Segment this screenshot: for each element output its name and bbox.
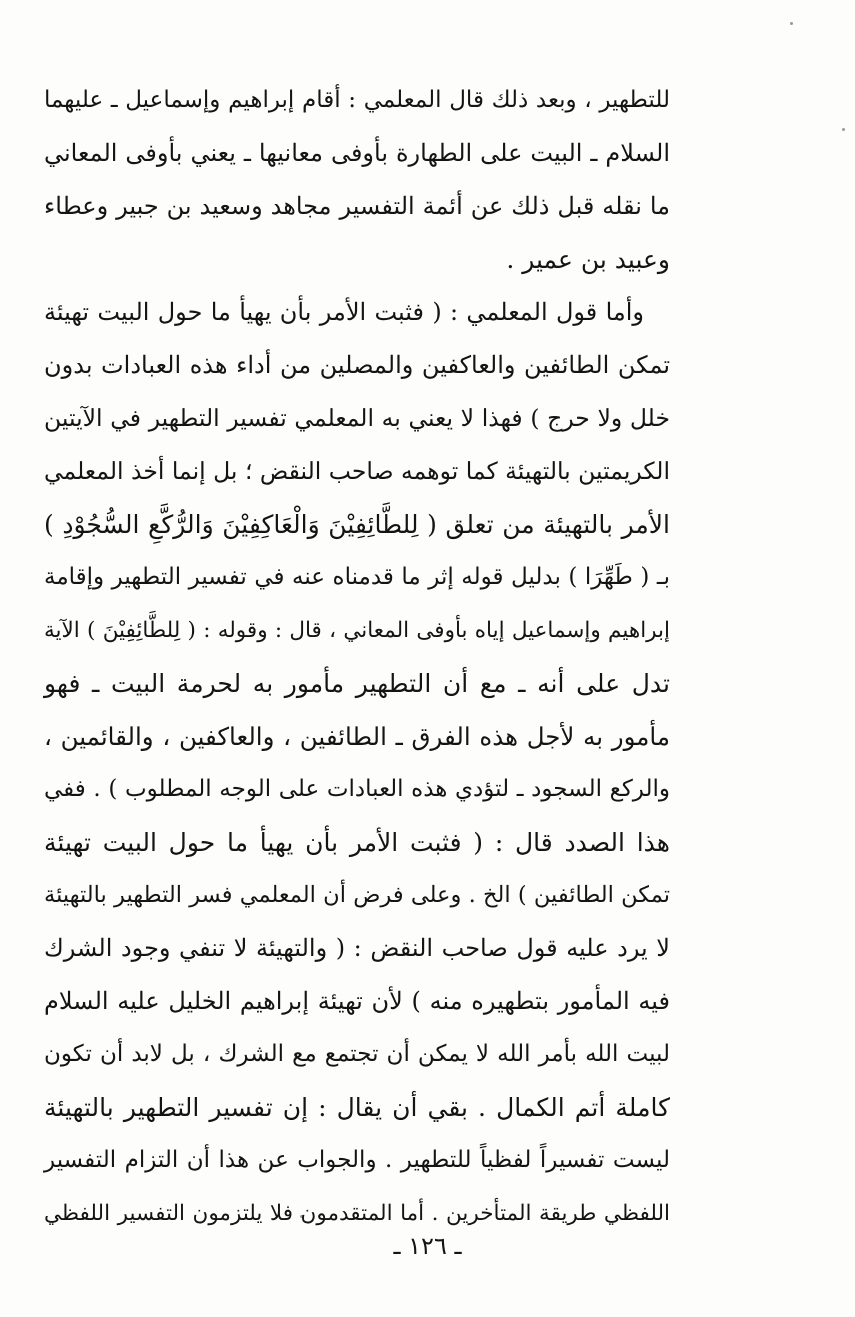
text-line: السلام ـ البيت على الطهارة بأوفى معانيها ـ يعني بأوفى المعاني: [44, 139, 670, 167]
text-line: خلل ولا حرج ) فهذا لا يعني به المعلمي تفسير التطهير في الآيتين: [44, 404, 670, 432]
paper-speck: [790, 22, 793, 25]
text-line: تدل على أنه ـ مع أن التطهير مأمور به لحرمة البيت ـ فهو: [44, 669, 670, 698]
text-line: بـ ( طَهِّرَا ) بدليل قوله إثر ما قدمناه عنه في تفسير التطهير وإقامة: [44, 564, 670, 590]
text-line: إبراهيم وإسماعيل إياه بأوفى المعاني ، قال : وقوله : ( لِلطَّائِفِيْنَ ) الآية: [44, 618, 670, 643]
text-line: هذا الصدد قال : ( فثبت الأمر بأن يهيأ ما حول البيت تهيئة: [44, 828, 670, 857]
page-number: ـ ١٢٦ ـ: [393, 1232, 462, 1260]
text-line: الكريمتين بالتهيئة كما توهمه صاحب النقض ؛ بل إنما أخذ المعلمي: [43, 457, 670, 485]
text-line: لبيت الله بأمر الله لا يمكن أن تجتمع مع الشرك ، بل لابد أن تكون: [44, 1041, 670, 1067]
text-line: وأما قول المعلمي : ( فثبت الأمر بأن يهيأ ما حول البيت تهيئة: [44, 298, 644, 326]
text-line: تمكن الطائفين والعاكفين والمصلين من أداء هذه العبادات بدون: [44, 351, 670, 379]
text-line: كاملة أتم الكمال . بقي أن يقال : إن تفسير التطهير بالتهيئة: [44, 1093, 670, 1122]
paper-speck: [842, 128, 845, 131]
text-line: والركع السجود ـ لتؤدي هذه العبادات على الوجه المطلوب ) . ففي: [44, 776, 670, 802]
body-text: [44, 74, 670, 1240]
text-line: مأمور به لأجل هذه الفرق ـ الطائفين ، والعاكفين ، والقائمين ،: [44, 722, 670, 751]
text-line: اللفظي طريقة المتأخرين . أما المتقدمون فلا يلتزمون التفسير اللفظي: [44, 1201, 670, 1226]
text-line: للتطهير ، وبعد ذلك قال المعلمي : أقام إبراهيم وإسماعيل ـ عليهما: [44, 87, 670, 113]
text-line: تمكن الطائفين ) الخ . وعلى فرض أن المعلمي فسر التطهير بالتهيئة: [44, 882, 670, 908]
text-line: ما نقله قبل ذلك عن أئمة التفسير مجاهد وسعيد بن جبير وعطاء: [44, 192, 670, 220]
text-line: الأمر بالتهيئة من تعلق ( لِلطَّائِفِيْنَ وَالْعَاكِفِيْنَ وَالرُّكَّعِ السُّجُوْدِ ): [44, 510, 670, 539]
text-line: ليست تفسيراً لفظياً للتطهير . والجواب عن هذا أن التزام التفسير: [44, 1147, 670, 1173]
text-line: لا يرد عليه قول صاحب النقض : ( والتهيئة لا تنفي وجود الشرك: [44, 934, 670, 962]
text-line: فيه المأمور بتطهيره منه ) لأن تهيئة إبراهيم الخليل عليه السلام: [44, 987, 670, 1015]
text-line: وعبيد بن عمير .: [506, 245, 670, 274]
